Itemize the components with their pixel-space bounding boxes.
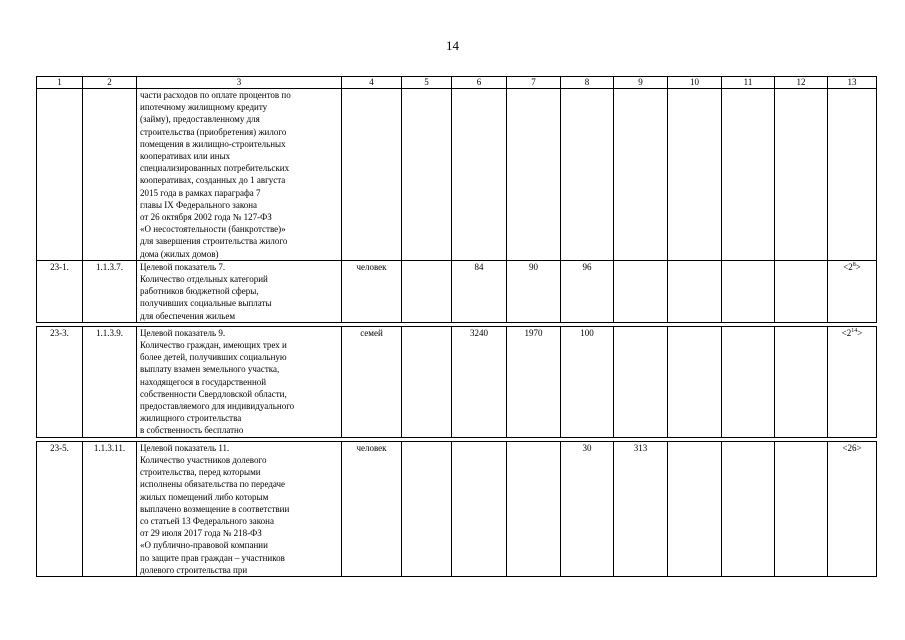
cell-value	[775, 260, 828, 322]
header-cell: 7	[507, 77, 561, 89]
cell-description: части расходов по оплате процентов по ипотечному жилищному кредиту (займу), предоставленному для строительства (приобретения) жилого помещения в жилищно-строительных кооперативах или иных специализированных потребительских кооперативах, созданных до 1 августа 2015 года в рамках параграфа 7 главы IX Федерального закона от 26 октября 2002 года № 127-ФЗ «О несостоятельности (банкротстве)» для завершения строительства жилого дома (жилых домов)	[137, 89, 342, 261]
cell-unit: человек	[342, 441, 402, 576]
cell-value	[668, 89, 722, 261]
cell-value	[668, 260, 722, 322]
cell-number: 23-1.	[37, 260, 83, 322]
cell-value	[775, 326, 828, 437]
cell-footnote	[828, 326, 877, 437]
table-row	[37, 260, 877, 322]
cell-value: 30	[561, 441, 614, 576]
cell-value	[452, 441, 507, 576]
cell-value	[402, 89, 452, 261]
cell-value	[614, 89, 668, 261]
cell-number	[37, 89, 83, 261]
footnote-text: <2	[843, 261, 853, 272]
page-number: 14	[446, 38, 459, 53]
cell-value: 90	[507, 260, 561, 322]
cell-unit: семей	[342, 326, 402, 437]
table-row	[37, 89, 877, 261]
cell-value	[402, 260, 452, 322]
cell-value: 313	[614, 441, 668, 576]
header-cell: 3	[137, 77, 342, 89]
cell-value	[775, 441, 828, 576]
cell-value: 3240	[452, 326, 507, 437]
cell-footnote	[828, 89, 877, 261]
cell-value	[668, 326, 722, 437]
cell-value	[668, 441, 722, 576]
footnote-close: >	[857, 327, 863, 338]
footnote-superscript: 14	[851, 327, 858, 334]
indicator-table	[36, 76, 877, 577]
footnote-text: <2	[841, 327, 852, 338]
cell-unit: человек	[342, 260, 402, 322]
cell-description: Целевой показатель 9. Количество граждан, имеющих трех и более детей, получивших социальную выплату взамен земельного участка, находящегося в государственной собственности Свердловской области, предоставляемого для индивидуального жилищного строительства в собственность бесплатно	[137, 326, 342, 437]
cell-value	[722, 89, 775, 261]
table-row	[37, 326, 877, 437]
table-row	[37, 441, 877, 576]
cell-number: 23-5.	[37, 441, 83, 576]
cell-value	[614, 260, 668, 322]
cell-value: 1970	[507, 326, 561, 437]
cell-code: 1.1.3.7.	[83, 260, 137, 322]
cell-value	[614, 326, 668, 437]
cell-unit	[342, 89, 402, 261]
header-cell: 8	[561, 77, 614, 89]
header-cell: 1	[37, 77, 83, 89]
header-cell: 9	[614, 77, 668, 89]
cell-footnote: <26>	[828, 441, 877, 576]
cell-code: 1.1.3.9.	[83, 326, 137, 437]
header-cell: 5	[402, 77, 452, 89]
cell-code	[83, 89, 137, 261]
cell-description: Целевой показатель 7. Количество отдельных категорий работников бюджетной сферы, получивших социальные выплаты для обеспечения жильем	[137, 260, 342, 322]
cell-number: 23-3.	[37, 326, 83, 437]
cell-value	[722, 441, 775, 576]
cell-value	[561, 89, 614, 261]
footnote-close: >	[855, 261, 861, 272]
header-cell: 11	[722, 77, 775, 89]
header-cell: 13	[828, 77, 877, 89]
cell-value	[402, 326, 452, 437]
cell-description: Целевой показатель 11. Количество участников долевого строительства, перед которыми исполнены обязательства по передаче жилых помещений либо которым выплачено возмещение в соответствии со статьей 13 Федерального закона от 29 июля 2017 года № 218-ФЗ «О публично-правовой компании по защите прав граждан – участников долевого строительства при	[137, 441, 342, 576]
cell-value: 100	[561, 326, 614, 437]
cell-value	[722, 326, 775, 437]
table-header-row	[37, 77, 877, 89]
cell-value: 96	[561, 260, 614, 322]
header-cell: 2	[83, 77, 137, 89]
header-cell: 6	[452, 77, 507, 89]
cell-value	[507, 89, 561, 261]
cell-value: 84	[452, 260, 507, 322]
footnote-superscript: 8	[852, 261, 856, 268]
header-cell: 12	[775, 77, 828, 89]
cell-code: 1.1.3.11.	[83, 441, 137, 576]
cell-value	[507, 441, 561, 576]
cell-footnote	[828, 260, 877, 322]
cell-value	[775, 89, 828, 261]
header-cell: 10	[668, 77, 722, 89]
cell-value	[722, 260, 775, 322]
header-cell: 4	[342, 77, 402, 89]
cell-value	[452, 89, 507, 261]
cell-value	[402, 441, 452, 576]
